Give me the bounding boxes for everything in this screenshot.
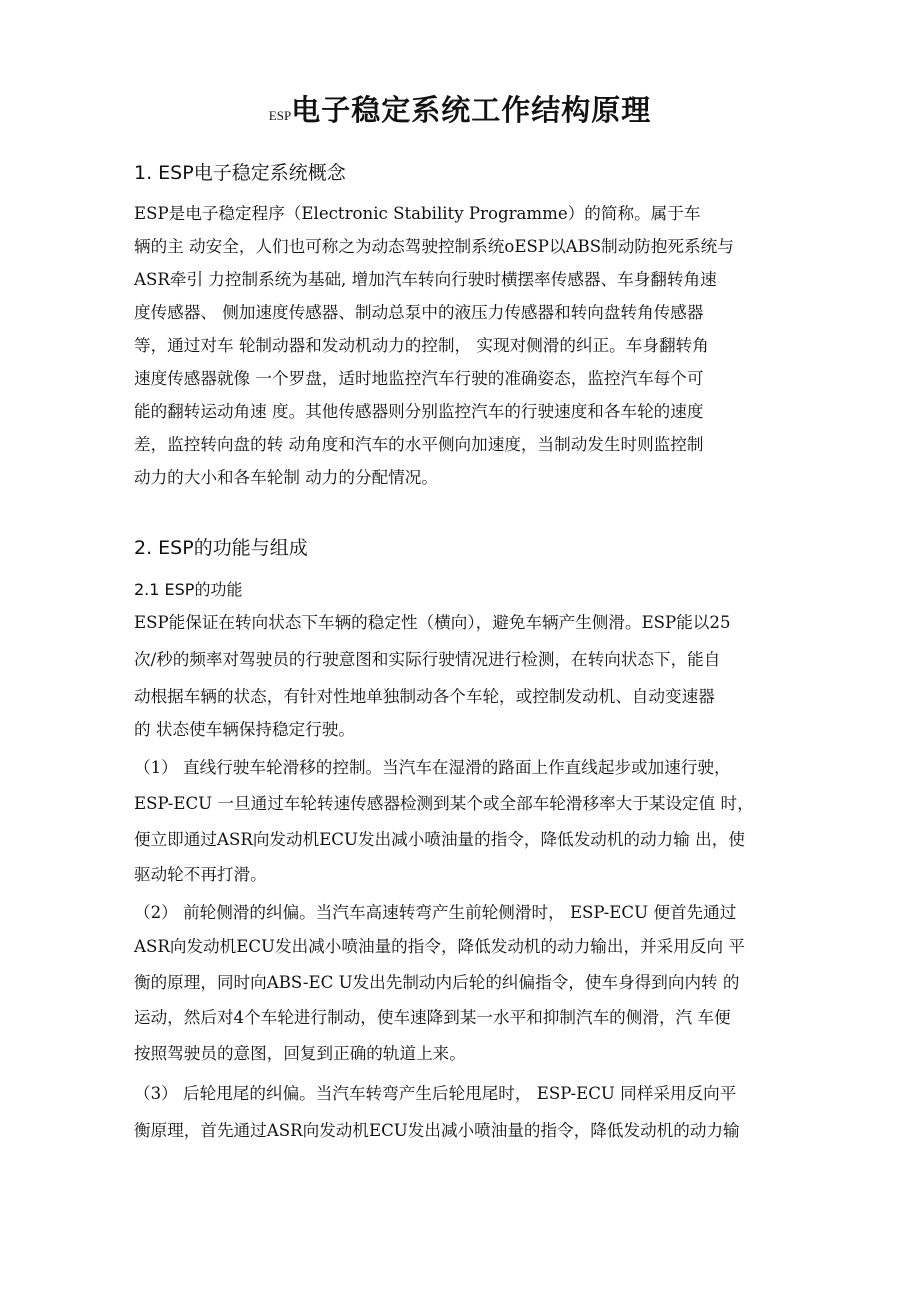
paragraph-line: 动力的大小和各车轮制 动力的分配情况。 [134, 468, 438, 487]
paragraph-line: 能的翻转运动角速 度。其他传感器则分别监控汽车的行驶速度和各车轮的速度 [134, 402, 704, 421]
paragraph-line: 运动，然后对4个车轮进行制动，使车速降到某一水平和抑制汽车的侧滑，汽 车便 [134, 1008, 731, 1027]
title-prefix: ESP [268, 108, 292, 123]
paragraph-line: （1） 直线行驶车轮滑移的控制。当汽车在湿滑的路面上作直线起步或加速行驶， [134, 758, 731, 777]
paragraph-line: 便立即通过ASR向发动机ECU发出减小喷油量的指令，降低发动机的动力输 出，使 [134, 830, 745, 849]
section-2-1-heading: 2.1 ESP的功能 [134, 580, 243, 599]
paragraph-line: 的 状态使车辆保持稳定行驶。 [134, 720, 355, 739]
paragraph-line: 衡的原理，同时向ABS-EC U发出先制动内后轮的纠偏指令，使车身得到向内转 的 [134, 973, 740, 992]
paragraph-line: 衡原理，首先通过ASR向发动机ECU发出减小喷油量的指令，降低发动机的动力输 [134, 1121, 740, 1140]
paragraph-line: ESP能保证在转向状态下车辆的稳定性（横向），避免车辆产生侧滑。ESP能以25 [134, 613, 731, 632]
paragraph-line: 动根据车辆的状态，有针对性地单独制动各个车轮，或控制发动机、自动变速器 [134, 687, 715, 706]
paragraph-line: 差，监控转向盘的转 动角度和汽车的水平侧向加速度，当制动发生时则监控制 [134, 435, 704, 454]
paragraph-line: ESP是电子稳定程序（Electronic Stability Programme）的简称。属于车 [134, 204, 701, 223]
section-1-heading: 1. ESP电子稳定系统概念 [134, 162, 346, 184]
paragraph-line: 按照驾驶员的意图，回复到正确的轨道上来。 [134, 1044, 466, 1063]
paragraph-line: 度传感器、 侧加速度传感器、制动总泵中的液压力传感器和转向盘转角传感器 [134, 303, 704, 322]
title-main: 电子稳定系统工作结构原理 [291, 93, 652, 127]
paragraph-line: （2） 前轮侧滑的纠偏。当汽车高速转弯产生前轮侧滑时， ESP-ECU 便首先通过 [134, 903, 737, 922]
paragraph-line: ASR向发动机ECU发出减小喷油量的指令，降低发动机的动力输出，并采用反向 平 [134, 937, 745, 956]
paragraph-line: 辆的主 动安全，人们也可称之为动态驾驶控制系统oESP以ABS制动防抱死系统与 [134, 237, 734, 256]
paragraph-line: 次/秒的频率对驾驶员的行驶意图和实际行驶情况进行检测，在转向状态下，能自 [134, 650, 721, 669]
paragraph-line: ESP-ECU 一旦通过车轮转速传感器检测到某个或全部车轮滑移率大于某设定值 时， [134, 794, 754, 813]
section-2-heading: 2. ESP的功能与组成 [134, 537, 308, 559]
paragraph-line: 等，通过对车 轮制动器和发动机动力的控制， 实现对侧滑的纠正。车身翻转角 [134, 336, 709, 355]
paragraph-line: （3） 后轮甩尾的纠偏。当汽车转弯产生后轮甩尾时， ESP-ECU 同样采用反向平 [134, 1084, 737, 1103]
paragraph-line: 驱动轮不再打滑。 [134, 865, 267, 884]
paragraph-line: 速度传感器就像 一个罗盘，适时地监控汽车行驶的准确姿态，监控汽车每个可 [134, 369, 704, 388]
paragraph-line: ASR牵引 力控制系统为基础, 增加汽车转向行驶时横摆率传感器、车身翻转角速 [134, 270, 717, 289]
document-title [0, 88, 920, 129]
